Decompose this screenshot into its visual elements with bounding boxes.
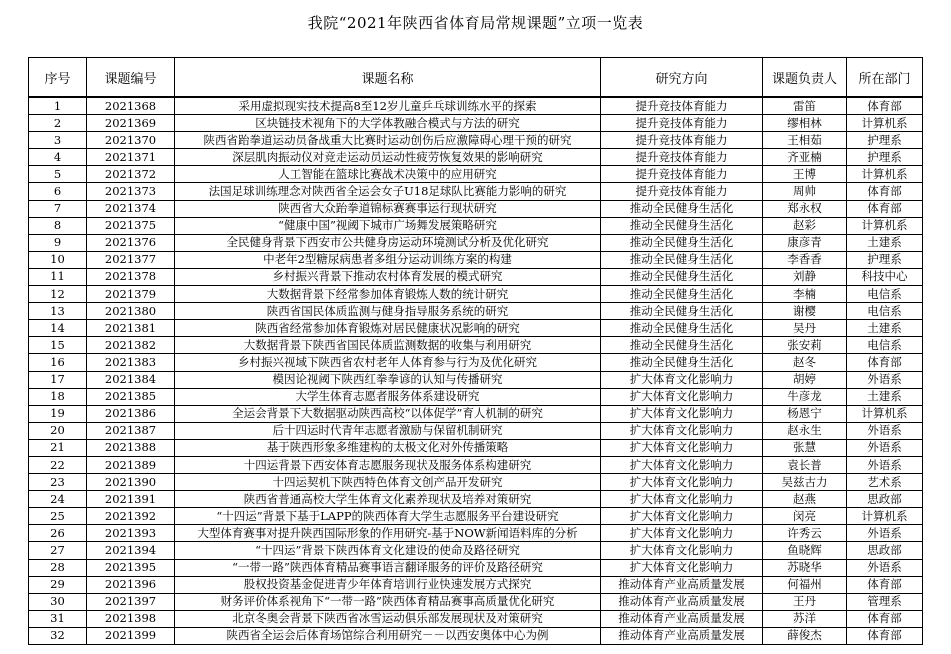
- header-name: 课题名称: [175, 58, 601, 98]
- cell-dept: 护理系: [847, 149, 923, 166]
- cell-leader: 郑永权: [763, 200, 847, 217]
- cell-name: “十四运”背景下陕西体育文化建设的使命及路径研究: [175, 542, 601, 559]
- cell-direction: 推动体育产业高质量发展: [601, 576, 763, 593]
- cell-direction: 推动体育产业高质量发展: [601, 627, 763, 644]
- cell-name: 大型体育赛事对提升陕西国际形象的作用研究-基于NOW新闻语料库的分析: [175, 525, 601, 542]
- cell-direction: 扩大体育文化影响力: [601, 559, 763, 576]
- cell-leader: 苏晓华: [763, 559, 847, 576]
- cell-code: 2021396: [87, 576, 175, 593]
- cell-direction: 推动体育产业高质量发展: [601, 593, 763, 610]
- table-body: [29, 97, 923, 645]
- cell-code: 2021373: [87, 183, 175, 200]
- cell-no: 3: [29, 132, 87, 149]
- cell-dept: 计算机系: [847, 508, 923, 525]
- table-row: [29, 508, 923, 525]
- cell-dept: 计算机系: [847, 115, 923, 132]
- table-row: [29, 183, 923, 200]
- cell-leader: 缪相林: [763, 115, 847, 132]
- cell-leader: 赵永生: [763, 422, 847, 439]
- cell-direction: 扩大体育文化影响力: [601, 474, 763, 491]
- cell-direction: 推动全民健身生活化: [601, 268, 763, 285]
- table-row: [29, 388, 923, 405]
- cell-no: 22: [29, 456, 87, 473]
- cell-name: 大学生体育志愿者服务体系建设研究: [175, 388, 601, 405]
- cell-no: 13: [29, 303, 87, 320]
- cell-dept: 科技中心: [847, 268, 923, 285]
- cell-code: 2021386: [87, 405, 175, 422]
- cell-leader: 赵冬: [763, 354, 847, 371]
- cell-leader: 张安莉: [763, 337, 847, 354]
- cell-code: 2021379: [87, 286, 175, 303]
- cell-name: “一带一路”陕西体育精品赛事语言翻译服务的评价及路径研究: [175, 559, 601, 576]
- cell-no: 8: [29, 217, 87, 234]
- cell-dept: 体育部: [847, 183, 923, 200]
- cell-name: 乡村振兴视域下陕西省农村老年人体育参与行为及优化研究: [175, 354, 601, 371]
- cell-direction: 推动全民健身生活化: [601, 234, 763, 251]
- cell-no: 28: [29, 559, 87, 576]
- cell-direction: 推动全民健身生活化: [601, 217, 763, 234]
- cell-no: 9: [29, 234, 87, 251]
- table-row: [29, 354, 923, 371]
- cell-code: 2021383: [87, 354, 175, 371]
- header-direction: 研究方向: [601, 58, 763, 98]
- cell-no: 25: [29, 508, 87, 525]
- table-row: [29, 474, 923, 491]
- table-row: [29, 337, 923, 354]
- cell-name: 大数据背景下经常参加体育锻炼人数的统计研究: [175, 286, 601, 303]
- table-row: [29, 371, 923, 388]
- cell-no: 18: [29, 388, 87, 405]
- cell-no: 20: [29, 422, 87, 439]
- cell-name: 采用虚拟现实技术提高8至12岁儿童乒乓球训练水平的探索: [175, 97, 601, 115]
- table-row: [29, 525, 923, 542]
- cell-code: 2021391: [87, 491, 175, 508]
- cell-code: 2021394: [87, 542, 175, 559]
- cell-dept: 外语系: [847, 439, 923, 456]
- cell-no: 5: [29, 166, 87, 183]
- cell-leader: 杨恩宁: [763, 405, 847, 422]
- cell-code: 2021380: [87, 303, 175, 320]
- cell-direction: 扩大体育文化影响力: [601, 542, 763, 559]
- table-row: [29, 286, 923, 303]
- cell-dept: 体育部: [847, 354, 923, 371]
- cell-leader: 雷笛: [763, 97, 847, 115]
- cell-name: 人工智能在篮球比赛战术决策中的应用研究: [175, 166, 601, 183]
- cell-direction: 推动全民健身生活化: [601, 251, 763, 268]
- cell-code: 2021381: [87, 320, 175, 337]
- cell-direction: 推动全民健身生活化: [601, 303, 763, 320]
- table-row: [29, 491, 923, 508]
- cell-direction: 推动全民健身生活化: [601, 337, 763, 354]
- cell-leader: 何福州: [763, 576, 847, 593]
- cell-leader: 张慧: [763, 439, 847, 456]
- table-row: [29, 234, 923, 251]
- cell-code: 2021385: [87, 388, 175, 405]
- cell-code: 2021389: [87, 456, 175, 473]
- cell-direction: 提升竞技体育能力: [601, 183, 763, 200]
- cell-dept: 体育部: [847, 200, 923, 217]
- cell-code: 2021378: [87, 268, 175, 285]
- table-row: [29, 149, 923, 166]
- cell-leader: 刘静: [763, 268, 847, 285]
- table-row: [29, 559, 923, 576]
- header-code: 课题编号: [87, 58, 175, 98]
- cell-dept: 土建系: [847, 388, 923, 405]
- cell-leader: 李香香: [763, 251, 847, 268]
- cell-dept: 外语系: [847, 456, 923, 473]
- cell-code: 2021375: [87, 217, 175, 234]
- cell-no: 30: [29, 593, 87, 610]
- cell-name: “十四运”背景下基于LAPP的陕西体育大学生志愿服务平台建设研究: [175, 508, 601, 525]
- cell-name: “健康中国”视阈下城市广场舞发展策略研究: [175, 217, 601, 234]
- cell-leader: 周帅: [763, 183, 847, 200]
- table-header-row: [29, 58, 923, 98]
- cell-direction: 推动全民健身生活化: [601, 286, 763, 303]
- cell-name: 陕西省大众跆拳道锦标赛赛事运行现状研究: [175, 200, 601, 217]
- cell-leader: 齐亚楠: [763, 149, 847, 166]
- cell-code: 2021372: [87, 166, 175, 183]
- cell-name: 法国足球训练理念对陕西省全运会女子U18足球队比赛能力影响的研究: [175, 183, 601, 200]
- cell-no: 7: [29, 200, 87, 217]
- cell-name: 陕西省国民体质监测与健身指导服务系统的研究: [175, 303, 601, 320]
- cell-leader: 许秀云: [763, 525, 847, 542]
- cell-no: 4: [29, 149, 87, 166]
- cell-direction: 推动全民健身生活化: [601, 200, 763, 217]
- cell-leader: 康彦青: [763, 234, 847, 251]
- cell-direction: 扩大体育文化影响力: [601, 439, 763, 456]
- table-row: [29, 303, 923, 320]
- table-row: [29, 166, 923, 183]
- cell-leader: 闵亮: [763, 508, 847, 525]
- cell-leader: 吴丹: [763, 320, 847, 337]
- cell-code: 2021390: [87, 474, 175, 491]
- cell-dept: 管理系: [847, 593, 923, 610]
- cell-name: 十四运背景下西安体育志愿服务现状及服务体系构建研究: [175, 456, 601, 473]
- cell-dept: 体育部: [847, 97, 923, 115]
- cell-name: 基于陕西形象多维建构的太极文化对外传播策略: [175, 439, 601, 456]
- table-row: [29, 422, 923, 439]
- cell-name: 深层肌肉振动仪对竞走运动员运动性疲劳恢复效果的影响研究: [175, 149, 601, 166]
- cell-name: 陕西省经常参加体育锻炼对居民健康状况影响的研究: [175, 320, 601, 337]
- cell-direction: 扩大体育文化影响力: [601, 525, 763, 542]
- cell-leader: 王博: [763, 166, 847, 183]
- cell-leader: 苏洋: [763, 610, 847, 627]
- cell-leader: 鱼晓辉: [763, 542, 847, 559]
- cell-leader: 胡婷: [763, 371, 847, 388]
- cell-dept: 思政部: [847, 491, 923, 508]
- cell-dept: 体育部: [847, 576, 923, 593]
- cell-leader: 袁长普: [763, 456, 847, 473]
- cell-no: 27: [29, 542, 87, 559]
- cell-no: 31: [29, 610, 87, 627]
- cell-code: 2021376: [87, 234, 175, 251]
- cell-dept: 外语系: [847, 371, 923, 388]
- cell-leader: 赵彩: [763, 217, 847, 234]
- cell-name: 大数据背景下陕西省国民体质监测数据的收集与利用研究: [175, 337, 601, 354]
- cell-direction: 推动体育产业高质量发展: [601, 610, 763, 627]
- table-row: [29, 456, 923, 473]
- cell-name: 区块链技术视角下的大学体教融合模式与方法的研究: [175, 115, 601, 132]
- cell-name: 全运会背景下大数据驱动陕西高校“以体促学”育人机制的研究: [175, 405, 601, 422]
- cell-dept: 电信系: [847, 337, 923, 354]
- cell-no: 1: [29, 97, 87, 115]
- cell-code: 2021398: [87, 610, 175, 627]
- cell-dept: 土建系: [847, 234, 923, 251]
- table-row: [29, 542, 923, 559]
- cell-code: 2021384: [87, 371, 175, 388]
- cell-dept: 护理系: [847, 251, 923, 268]
- cell-code: 2021397: [87, 593, 175, 610]
- cell-direction: 推动全民健身生活化: [601, 354, 763, 371]
- cell-direction: 提升竞技体育能力: [601, 149, 763, 166]
- table-row: [29, 251, 923, 268]
- cell-no: 26: [29, 525, 87, 542]
- cell-no: 15: [29, 337, 87, 354]
- cell-no: 10: [29, 251, 87, 268]
- cell-leader: 赵燕: [763, 491, 847, 508]
- cell-code: 2021395: [87, 559, 175, 576]
- cell-dept: 外语系: [847, 422, 923, 439]
- cell-code: 2021388: [87, 439, 175, 456]
- cell-direction: 提升竞技体育能力: [601, 97, 763, 115]
- cell-name: 陕西省跆拳道运动员备战重大比赛时运动创伤后应激障碍心理干预的研究: [175, 132, 601, 149]
- cell-direction: 扩大体育文化影响力: [601, 508, 763, 525]
- table-row: [29, 439, 923, 456]
- cell-dept: 土建系: [847, 320, 923, 337]
- cell-leader: 王相茹: [763, 132, 847, 149]
- cell-dept: 护理系: [847, 132, 923, 149]
- cell-code: 2021370: [87, 132, 175, 149]
- cell-direction: 推动全民健身生活化: [601, 320, 763, 337]
- cell-dept: 计算机系: [847, 217, 923, 234]
- cell-no: 21: [29, 439, 87, 456]
- cell-dept: 外语系: [847, 559, 923, 576]
- table-row: [29, 593, 923, 610]
- cell-name: 陕西省全运会后体育场馆综合利用研究－－以西安奥体中心为例: [175, 627, 601, 644]
- cell-dept: 电信系: [847, 303, 923, 320]
- table-row: [29, 132, 923, 149]
- cell-dept: 体育部: [847, 610, 923, 627]
- header-leader: 课题负责人: [763, 58, 847, 98]
- cell-leader: 牛彦龙: [763, 388, 847, 405]
- cell-no: 11: [29, 268, 87, 285]
- project-table: [28, 57, 923, 645]
- cell-leader: 王丹: [763, 593, 847, 610]
- table-row: [29, 200, 923, 217]
- cell-name: 股权投资基金促进青少年体育培训行业快速发展方式探究: [175, 576, 601, 593]
- table-row: [29, 610, 923, 627]
- cell-dept: 思政部: [847, 542, 923, 559]
- cell-direction: 提升竞技体育能力: [601, 132, 763, 149]
- cell-code: 2021393: [87, 525, 175, 542]
- table-row: [29, 115, 923, 132]
- cell-direction: 扩大体育文化影响力: [601, 405, 763, 422]
- header-no: 序号: [29, 58, 87, 98]
- cell-dept: 计算机系: [847, 405, 923, 422]
- cell-dept: 电信系: [847, 286, 923, 303]
- table-row: [29, 97, 923, 115]
- cell-no: 12: [29, 286, 87, 303]
- cell-dept: 计算机系: [847, 166, 923, 183]
- cell-no: 6: [29, 183, 87, 200]
- table-row: [29, 217, 923, 234]
- cell-no: 29: [29, 576, 87, 593]
- cell-direction: 提升竞技体育能力: [601, 115, 763, 132]
- cell-direction: 提升竞技体育能力: [601, 166, 763, 183]
- cell-name: 模因论视阈下陕西红拳拳谚的认知与传播研究: [175, 371, 601, 388]
- cell-leader: 吴兹古力: [763, 474, 847, 491]
- cell-name: 北京冬奥会背景下陕西省冰雪运动俱乐部发展现状及对策研究: [175, 610, 601, 627]
- cell-no: 16: [29, 354, 87, 371]
- cell-code: 2021374: [87, 200, 175, 217]
- cell-no: 24: [29, 491, 87, 508]
- cell-leader: 李楠: [763, 286, 847, 303]
- cell-name: 后十四运时代青年志愿者激励与保留机制研究: [175, 422, 601, 439]
- table-row: [29, 320, 923, 337]
- table-row: [29, 405, 923, 422]
- cell-no: 14: [29, 320, 87, 337]
- cell-no: 32: [29, 627, 87, 644]
- cell-code: 2021377: [87, 251, 175, 268]
- table-row: [29, 627, 923, 644]
- table-row: [29, 268, 923, 285]
- cell-dept: 外语系: [847, 525, 923, 542]
- cell-code: 2021382: [87, 337, 175, 354]
- header-dept: 所在部门: [847, 58, 923, 98]
- cell-code: 2021392: [87, 508, 175, 525]
- cell-direction: 扩大体育文化影响力: [601, 456, 763, 473]
- cell-name: 乡村振兴背景下推动农村体育发展的模式研究: [175, 268, 601, 285]
- cell-no: 2: [29, 115, 87, 132]
- table-row: [29, 576, 923, 593]
- cell-name: 全民健身背景下西安市公共健身房运动环境测试分析及优化研究: [175, 234, 601, 251]
- cell-code: 2021399: [87, 627, 175, 644]
- cell-code: 2021387: [87, 422, 175, 439]
- cell-dept: 艺术系: [847, 474, 923, 491]
- cell-code: 2021369: [87, 115, 175, 132]
- cell-direction: 扩大体育文化影响力: [601, 371, 763, 388]
- cell-direction: 扩大体育文化影响力: [601, 422, 763, 439]
- cell-name: 陕西省普通高校大学生体育文化素养现状及培养对策研究: [175, 491, 601, 508]
- cell-name: 十四运契机下陕西特色体育文创产品开发研究: [175, 474, 601, 491]
- cell-direction: 扩大体育文化影响力: [601, 491, 763, 508]
- cell-no: 23: [29, 474, 87, 491]
- cell-code: 2021368: [87, 97, 175, 115]
- cell-direction: 扩大体育文化影响力: [601, 388, 763, 405]
- cell-name: 中老年2型糖尿病患者多组分运动训练方案的构建: [175, 251, 601, 268]
- page-title: 我院“2021年陕西省体育局常规课题”立项一览表: [307, 14, 644, 32]
- cell-leader: 薛俊杰: [763, 627, 847, 644]
- cell-no: 17: [29, 371, 87, 388]
- cell-code: 2021371: [87, 149, 175, 166]
- cell-dept: 体育部: [847, 627, 923, 644]
- cell-leader: 谢樱: [763, 303, 847, 320]
- cell-name: 财务评价体系视角下“一带一路”陕西体育精品赛事高质量优化研究: [175, 593, 601, 610]
- cell-no: 19: [29, 405, 87, 422]
